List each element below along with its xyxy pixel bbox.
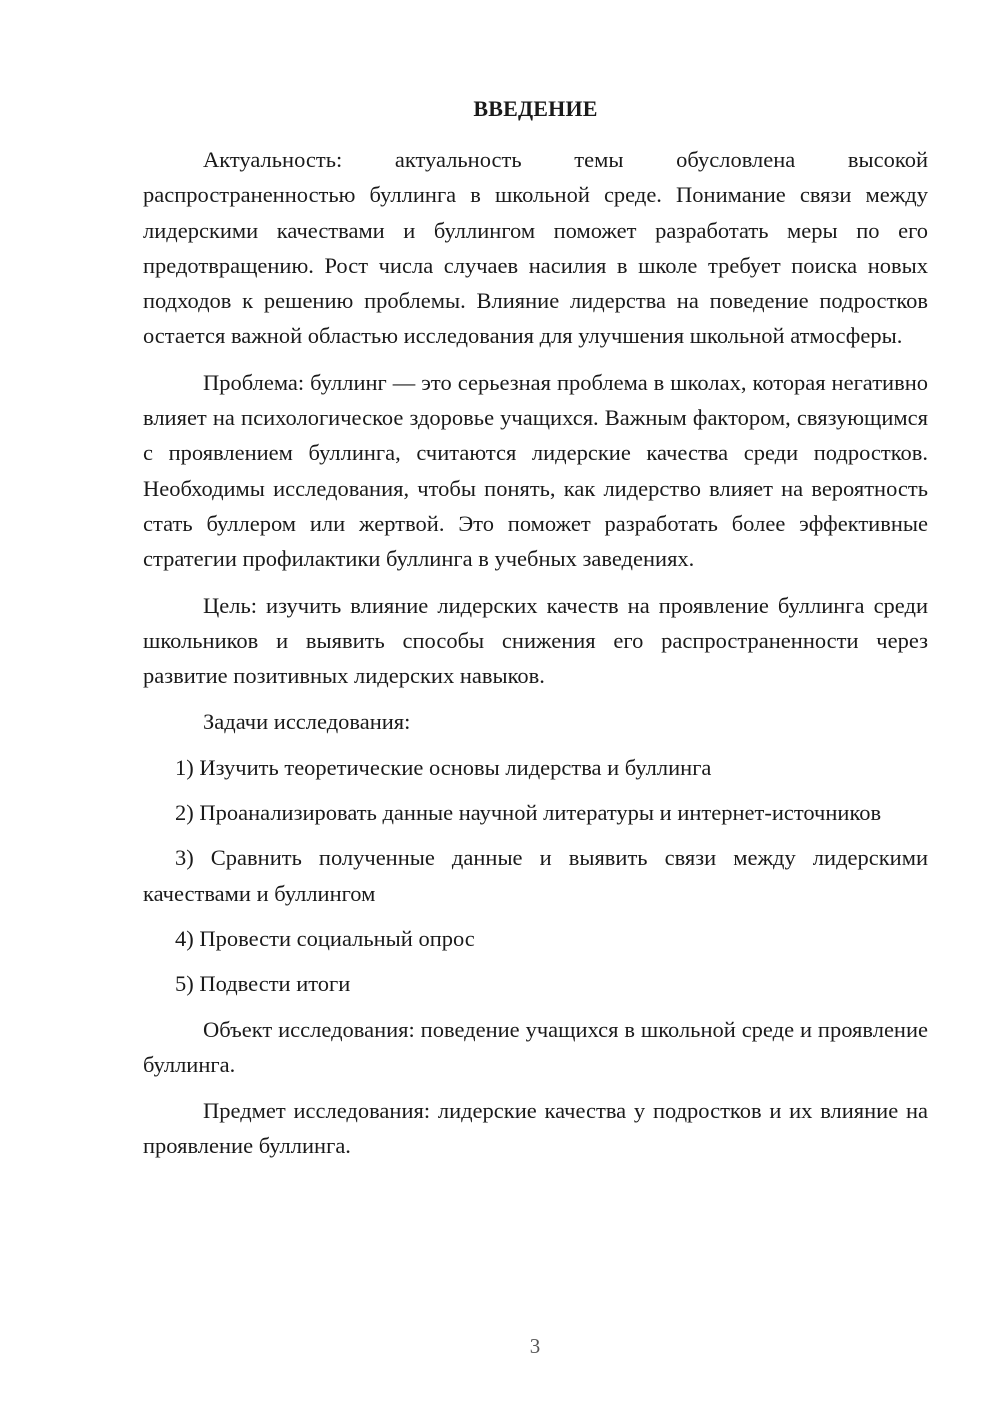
task-item: 4) Провести социальный опрос bbox=[175, 925, 475, 951]
paragraph-subject: Предмет исследования: лидерские качества у подростков и их влияние на проявление буллинга. bbox=[143, 1098, 928, 1159]
task-item: 5) Подвести итоги bbox=[175, 971, 351, 997]
paragraph-relevance: Актуальность: актуальность темы обусловлена высокой распространенностью буллинга в школьной среде. Понимание связи между лидерскими качествами и буллингом поможет разработать меры по его предотвращению. Рост числа случаев насилия в школе требует поиска новых подходов к решению проблемы. Влияние лидерства на поведение подростков остается важной областью исследования для улучшения школьной атмосферы. bbox=[143, 147, 928, 349]
task-item: 3) Сравнить полученные данные и выявить связи между лидерскими качествами и буллингом bbox=[143, 845, 928, 906]
paragraph-problem: Проблема: буллинг — это серьезная проблема в школах, которая негативно влияет на психологическое здоровье учащихся. Важным фактором, связующимся с проявлением буллинга, считаются лидерские качества среди подростков. Необходимы исследования, чтобы понять, как лидерство влияет на вероятность стать буллером или жертвой. Это поможет разработать более эффективные стратегии профилактики буллинга в учебных заведениях. bbox=[143, 369, 928, 572]
paragraph-object: Объект исследования: поведение учащихся в школьной среде и проявление буллинга. bbox=[143, 1016, 928, 1077]
section-title: ВВЕДЕНИЕ bbox=[473, 96, 598, 121]
task-item: 1) Изучить теоретические основы лидерства и буллинга bbox=[175, 754, 712, 780]
tasks-heading: Задачи исследования: bbox=[203, 709, 411, 735]
page-number: 3 bbox=[529, 1334, 541, 1358]
document-page bbox=[143, 0, 928, 1414]
paragraph-goal: Цель: изучить влияние лидерских качеств на проявление буллинга среди школьников и выявить способы снижения его распространенности через развитие позитивных лидерских навыков. bbox=[143, 592, 928, 689]
task-item: 2) Проанализировать данные научной литературы и интернет-источников bbox=[175, 800, 882, 826]
